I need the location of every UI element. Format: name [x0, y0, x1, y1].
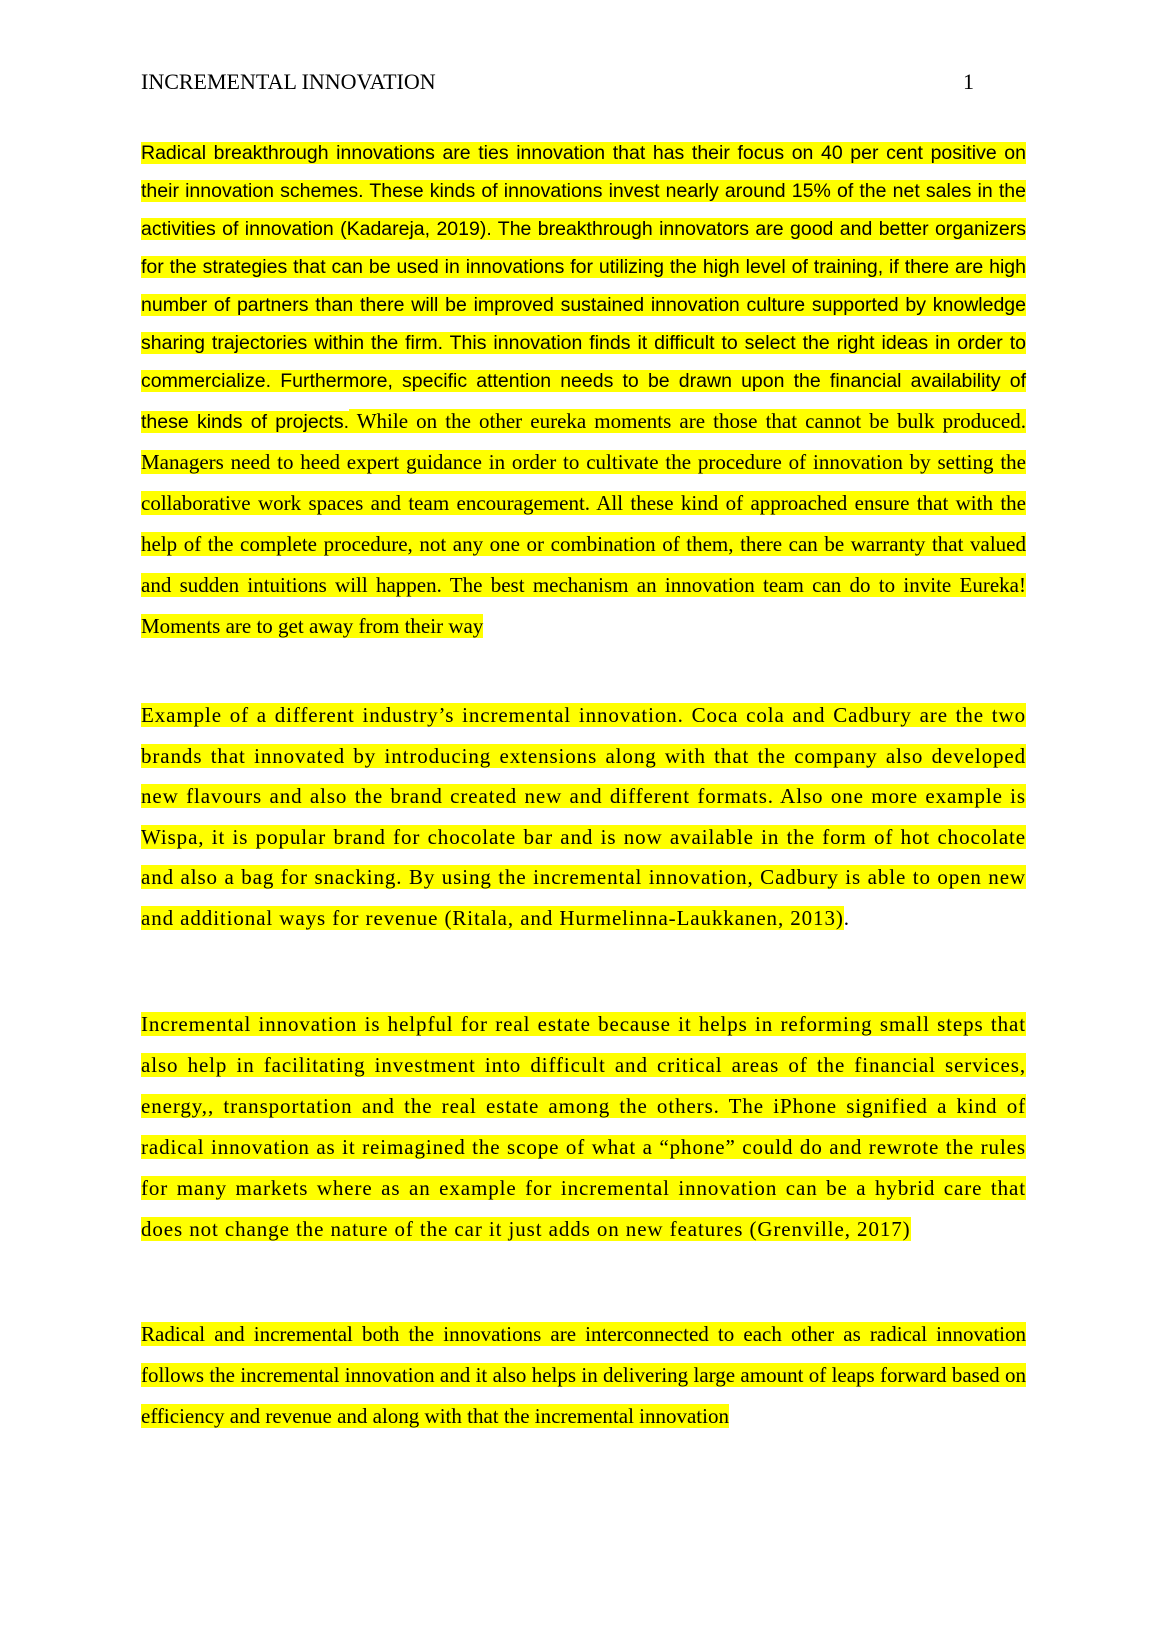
paragraph-end-punctuation: . [843, 905, 850, 930]
highlighted-text-sans: Radical breakthrough innovations are ties innovation that has their focus on 40 per cent positive on their innovation schemes. These kinds of innovations invest nearly around 15% of the net sales in the activities of innovation (Kadareja, 2019). The breakthrough innovators are good and better organizers for the strategies that can be used in innovations for utilizing the high level of training, if there are high number of partners than there will be improved sustained innovation culture supported by knowledge sharing trajectories within the firm. This innovation finds it difficult to select the right ideas in order to commercialize. Furthermore, specific attention needs to be drawn upon the financial availability of these kinds of projects. [141, 142, 1026, 433]
paragraph-real-estate [141, 1004, 1026, 1250]
highlighted-text: Incremental innovation is helpful for real estate because it helps in reforming small steps that also help in facilitating investment into difficult and critical areas of the financial services, energy,, transportation and the real estate among the others. The iPhone signified a kind of radical innovation as it reimagined the scope of what a “phone” could do and rewrote the rules for many markets where as an example for incremental innovation can be a hybrid care that does not change the nature of the car it just adds on new features (Grenville, 2017) [141, 1012, 1026, 1241]
page-number: 1 [963, 69, 974, 94]
paragraph-industry-example [141, 695, 1026, 938]
paragraph-interconnected [141, 1314, 1026, 1437]
highlighted-text: Radical and incremental both the innovations are interconnected to each other as radical innovation follows the incremental innovation and it also helps in delivering large amount of leaps forward based on efficiency and revenue and along with that the incremental innovation [141, 1322, 1026, 1428]
running-header: INCREMENTAL INNOVATION [141, 69, 436, 94]
paragraph-radical-breakthrough [141, 135, 1026, 647]
highlighted-text-serif: While on the other eureka moments are those that cannot be bulk produced. Managers need to heed expert guidance in order to cultivate the procedure of innovation by setting the collaborative work spaces and team encouragement. All these kind of approached ensure that with the help of the complete procedure, not any one or combination of them, there can be warranty that valued and sudden intuitions will happen. The best mechanism an innovation team can do to invite Eureka! Moments are to get away from their way [141, 409, 1027, 638]
highlighted-text: Example of a different industry’s incremental innovation. Coca cola and Cadbury are the two brands that innovated by introducing extensions along with that the company also developed new flavours and also the brand created new and different formats. Also one more example is Wispa, it is popular brand for chocolate bar and is now available in the form of hot chocolate and also a bag for snacking. By using the incremental innovation, Cadbury is able to open new and additional ways for revenue (Ritala, and Hurmelinna-Laukkanen, 2013) [141, 703, 1026, 930]
